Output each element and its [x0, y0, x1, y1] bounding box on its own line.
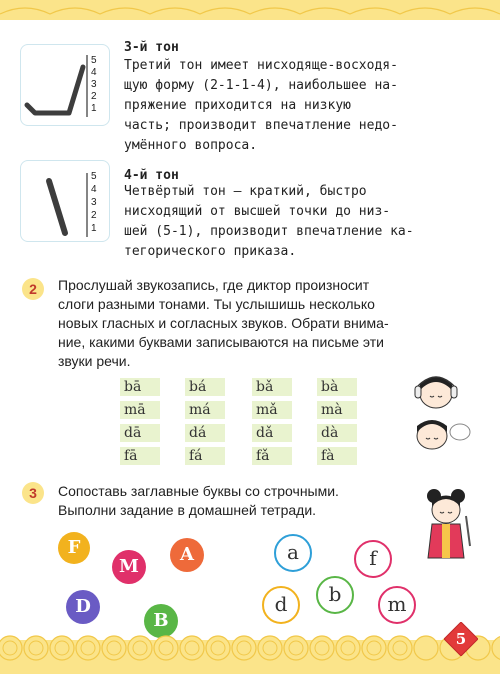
syllable: má	[185, 401, 225, 419]
tone3-diagram	[20, 44, 110, 126]
tone3-line: пряжение приходится на низкую	[124, 98, 351, 113]
uppercase-letter: M	[119, 556, 139, 577]
tone3-line: щую форму (2-1-1-4), наибольшее на-	[124, 78, 398, 93]
syllable: dā	[120, 424, 160, 442]
task2-line: Прослушай звукозапись, где диктор произносит	[58, 277, 370, 293]
lowercase-letter-circle	[316, 576, 354, 614]
tone4-scale-4: 4	[91, 184, 97, 195]
listening-boy-illustration	[412, 372, 464, 412]
tone3-line: часть; производит впечатление недо-	[124, 118, 398, 133]
task3-number: 3	[22, 482, 44, 504]
girl-illustration	[418, 486, 474, 566]
tone3-title: 3-й тон	[124, 40, 179, 55]
tone3-scale-2: 2	[91, 91, 97, 102]
tone3-description	[124, 56, 464, 156]
syllable: bǎ	[252, 378, 292, 396]
tone3-line: Третий тон имеет нисходяще-восходя-	[124, 58, 398, 73]
tone3-scale-1: 1	[91, 103, 97, 114]
task3-line: Выполни задание в домашней тетради.	[58, 502, 317, 518]
tone4-title: 4-й тон	[124, 168, 179, 183]
syllable: mà	[317, 401, 357, 419]
tone4-line: тегорического приказа.	[124, 244, 297, 259]
tone4-scale-3: 3	[91, 197, 97, 208]
tone4-description	[124, 182, 464, 262]
syllable: fá	[185, 447, 225, 465]
lowercase-letter: f	[369, 546, 377, 570]
lowercase-letter: b	[328, 582, 342, 606]
task2-line: ние, какими буквами записываются на письме эти	[58, 334, 384, 350]
uppercase-letter: F	[67, 537, 81, 558]
syllable: dá	[185, 424, 225, 442]
syllable: bà	[317, 378, 357, 396]
page-number-badge	[444, 622, 478, 656]
tone4-line: Четвёртый тон — краткий, быстро	[124, 184, 367, 199]
syllable: bá	[185, 378, 225, 396]
syllable: fà	[317, 447, 357, 465]
task3-line: Сопоставь заглавные буквы со строчными.	[58, 483, 339, 499]
task2-line: новых гласных и согласных звуков. Обрати внима-	[58, 315, 389, 331]
tone3-scale-4: 4	[91, 67, 97, 78]
lowercase-letter-circle	[274, 534, 312, 572]
task2-number: 2	[22, 278, 44, 300]
bottom-decorative-band	[0, 630, 500, 674]
task2-line: звуки речи.	[58, 353, 131, 369]
tone4-scale-1: 1	[91, 223, 97, 234]
tone4-line: нисходящий от высшей точки до низ-	[124, 204, 391, 219]
top-decorative-band	[0, 0, 500, 20]
syllable: dǎ	[252, 424, 292, 442]
lowercase-letter-circle	[354, 540, 392, 578]
tone3-scale-3: 3	[91, 79, 97, 90]
tone4-line: шей (5-1), производит впечатление ка-	[124, 224, 414, 239]
syllable: mā	[120, 401, 160, 419]
lowercase-letter: d	[274, 592, 288, 616]
syllable: mǎ	[252, 401, 292, 419]
syllable: fǎ	[252, 447, 292, 465]
tone4-scale-2: 2	[91, 210, 97, 221]
task2-text	[58, 276, 468, 371]
uppercase-letter-circle	[112, 550, 146, 584]
tone3-scale-5: 5	[91, 55, 97, 66]
task3-text	[58, 482, 398, 520]
uppercase-letter-circle	[66, 590, 100, 624]
lowercase-letter: m	[387, 592, 407, 616]
tone3-line: умённого вопроса.	[124, 138, 258, 153]
syllable: fā	[120, 447, 160, 465]
syllable: bā	[120, 378, 160, 396]
uppercase-letter-circle	[58, 532, 90, 564]
syllable: dà	[317, 424, 357, 442]
uppercase-letter: A	[180, 544, 194, 565]
lowercase-letter-circle	[378, 586, 416, 624]
speaking-boy-illustration	[412, 416, 472, 452]
page-number: 5	[455, 630, 467, 648]
tone4-diagram	[20, 160, 110, 242]
task2-line: слоги разными тонами. Ты услышишь несколько	[58, 296, 375, 312]
lowercase-letter: a	[287, 540, 299, 564]
lowercase-letter-circle	[262, 586, 300, 624]
uppercase-letter-circle	[170, 538, 204, 572]
tone4-scale-5: 5	[91, 171, 97, 182]
uppercase-letter: B	[153, 610, 169, 631]
uppercase-letter: D	[75, 596, 91, 617]
